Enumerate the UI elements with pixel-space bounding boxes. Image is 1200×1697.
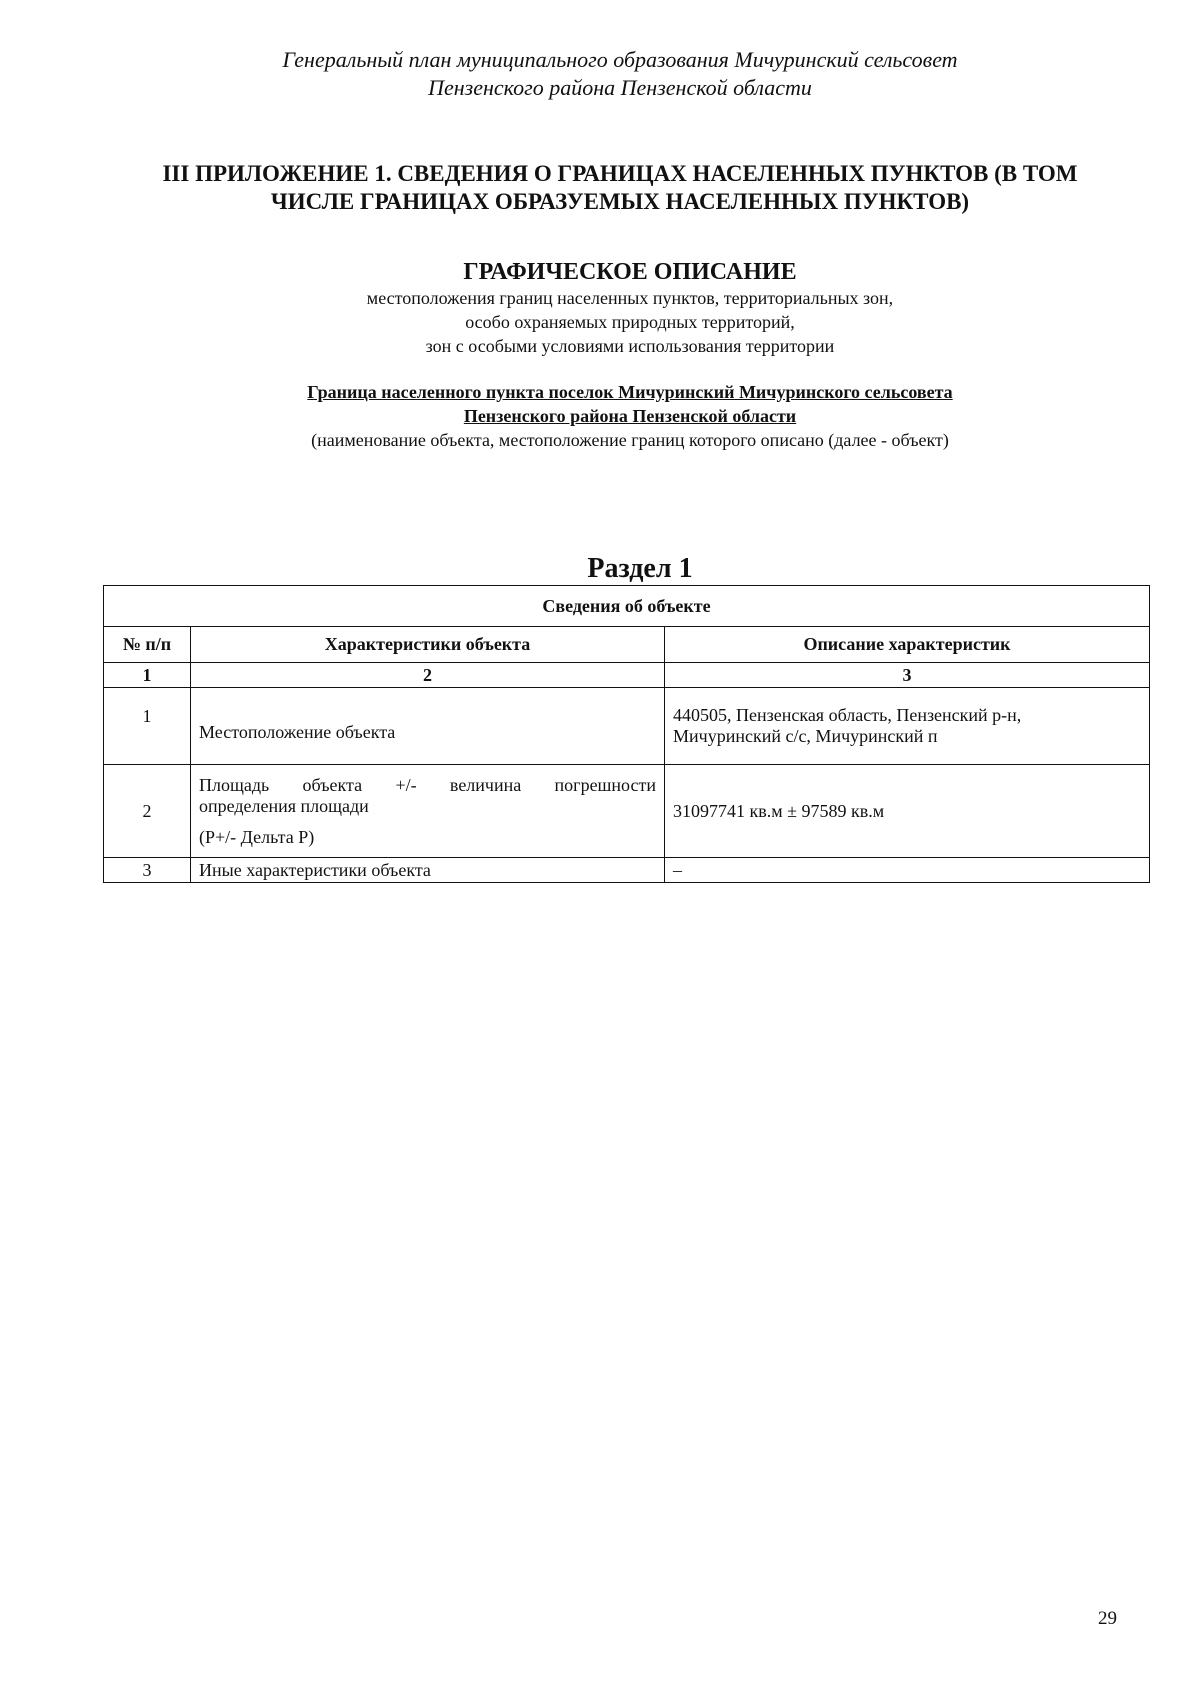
header-description: Описание характеристик	[665, 627, 1150, 663]
row-characteristic-line-2: определения площади	[199, 795, 369, 816]
subtitle-line-2: особо охраняемых природных территорий,	[465, 312, 795, 332]
header-characteristics: Характеристики объекта	[191, 627, 665, 663]
row-description-line-2: Мичуринский с/с, Мичуринский п	[673, 726, 938, 746]
row-characteristic: Иные характеристики объекта	[191, 858, 665, 883]
row-number: 2	[104, 765, 191, 858]
row-number: 3	[104, 858, 191, 883]
row-description: 31097741 кв.м ± 97589 кв.м	[665, 765, 1150, 858]
header-line-2: Пензенского района Пензенской области	[428, 75, 812, 100]
table-caption: Сведения об объекте	[104, 586, 1150, 627]
object-name-note: (наименование объекта, местоположение границ которого описано (далее - объект)	[311, 430, 949, 450]
razdel-title: Раздел 1	[587, 553, 693, 584]
object-name-line-2: Пензенского района Пензенской области	[463, 406, 797, 426]
section-title-line-2: ЧИСЛЕ ГРАНИЦАХ ОБРАЗУЕМЫХ НАСЕЛЕННЫХ ПУНКТОВ)	[270, 189, 970, 214]
page-number: 29	[1098, 1608, 1117, 1629]
object-info-table	[103, 585, 1150, 883]
column-number-row	[104, 663, 1150, 688]
subtitle-line-1: местоположения границ населенных пунктов, территориальных зон,	[366, 288, 894, 308]
row-description	[665, 688, 1150, 765]
graphic-description-subtitle	[0, 286, 1200, 358]
row-characteristic-line-1: Площадь объекта +/- величина погрешности	[199, 774, 656, 795]
header-number: № п/п	[104, 627, 191, 663]
table-row	[104, 688, 1150, 765]
section-title	[100, 160, 1140, 216]
running-header	[0, 46, 1200, 102]
column-number-2: 2	[191, 663, 665, 688]
row-description-line-1: 440505, Пензенская область, Пензенский р-н,	[673, 705, 1022, 725]
row-characteristic: Местоположение объекта	[191, 688, 665, 765]
column-number-1: 1	[104, 663, 191, 688]
header-line-1: Генеральный план муниципального образования Мичуринский сельсовет	[282, 47, 958, 72]
row-characteristic-line-3: (Р+/- Дельта Р)	[199, 826, 315, 847]
table-header-row	[104, 627, 1150, 663]
table-row	[104, 765, 1150, 858]
column-number-3: 3	[665, 663, 1150, 688]
subtitle-line-3: зон с особыми условиями использования территории	[425, 336, 835, 356]
row-characteristic	[191, 765, 665, 858]
graphic-description-title: ГРАФИЧЕСКОЕ ОПИСАНИЕ	[463, 259, 797, 285]
row-description: –	[665, 858, 1150, 883]
section-title-line-1: III ПРИЛОЖЕНИЕ 1. СВЕДЕНИЯ О ГРАНИЦАХ НАСЕЛЕННЫХ ПУНКТОВ (В ТОМ	[162, 161, 1078, 186]
object-name-line-1: Граница населенного пункта поселок Мичуринский Мичуринского сельсовета	[307, 382, 953, 402]
table-row	[104, 858, 1150, 883]
object-name-block	[0, 380, 1200, 452]
row-number: 1	[104, 688, 191, 765]
